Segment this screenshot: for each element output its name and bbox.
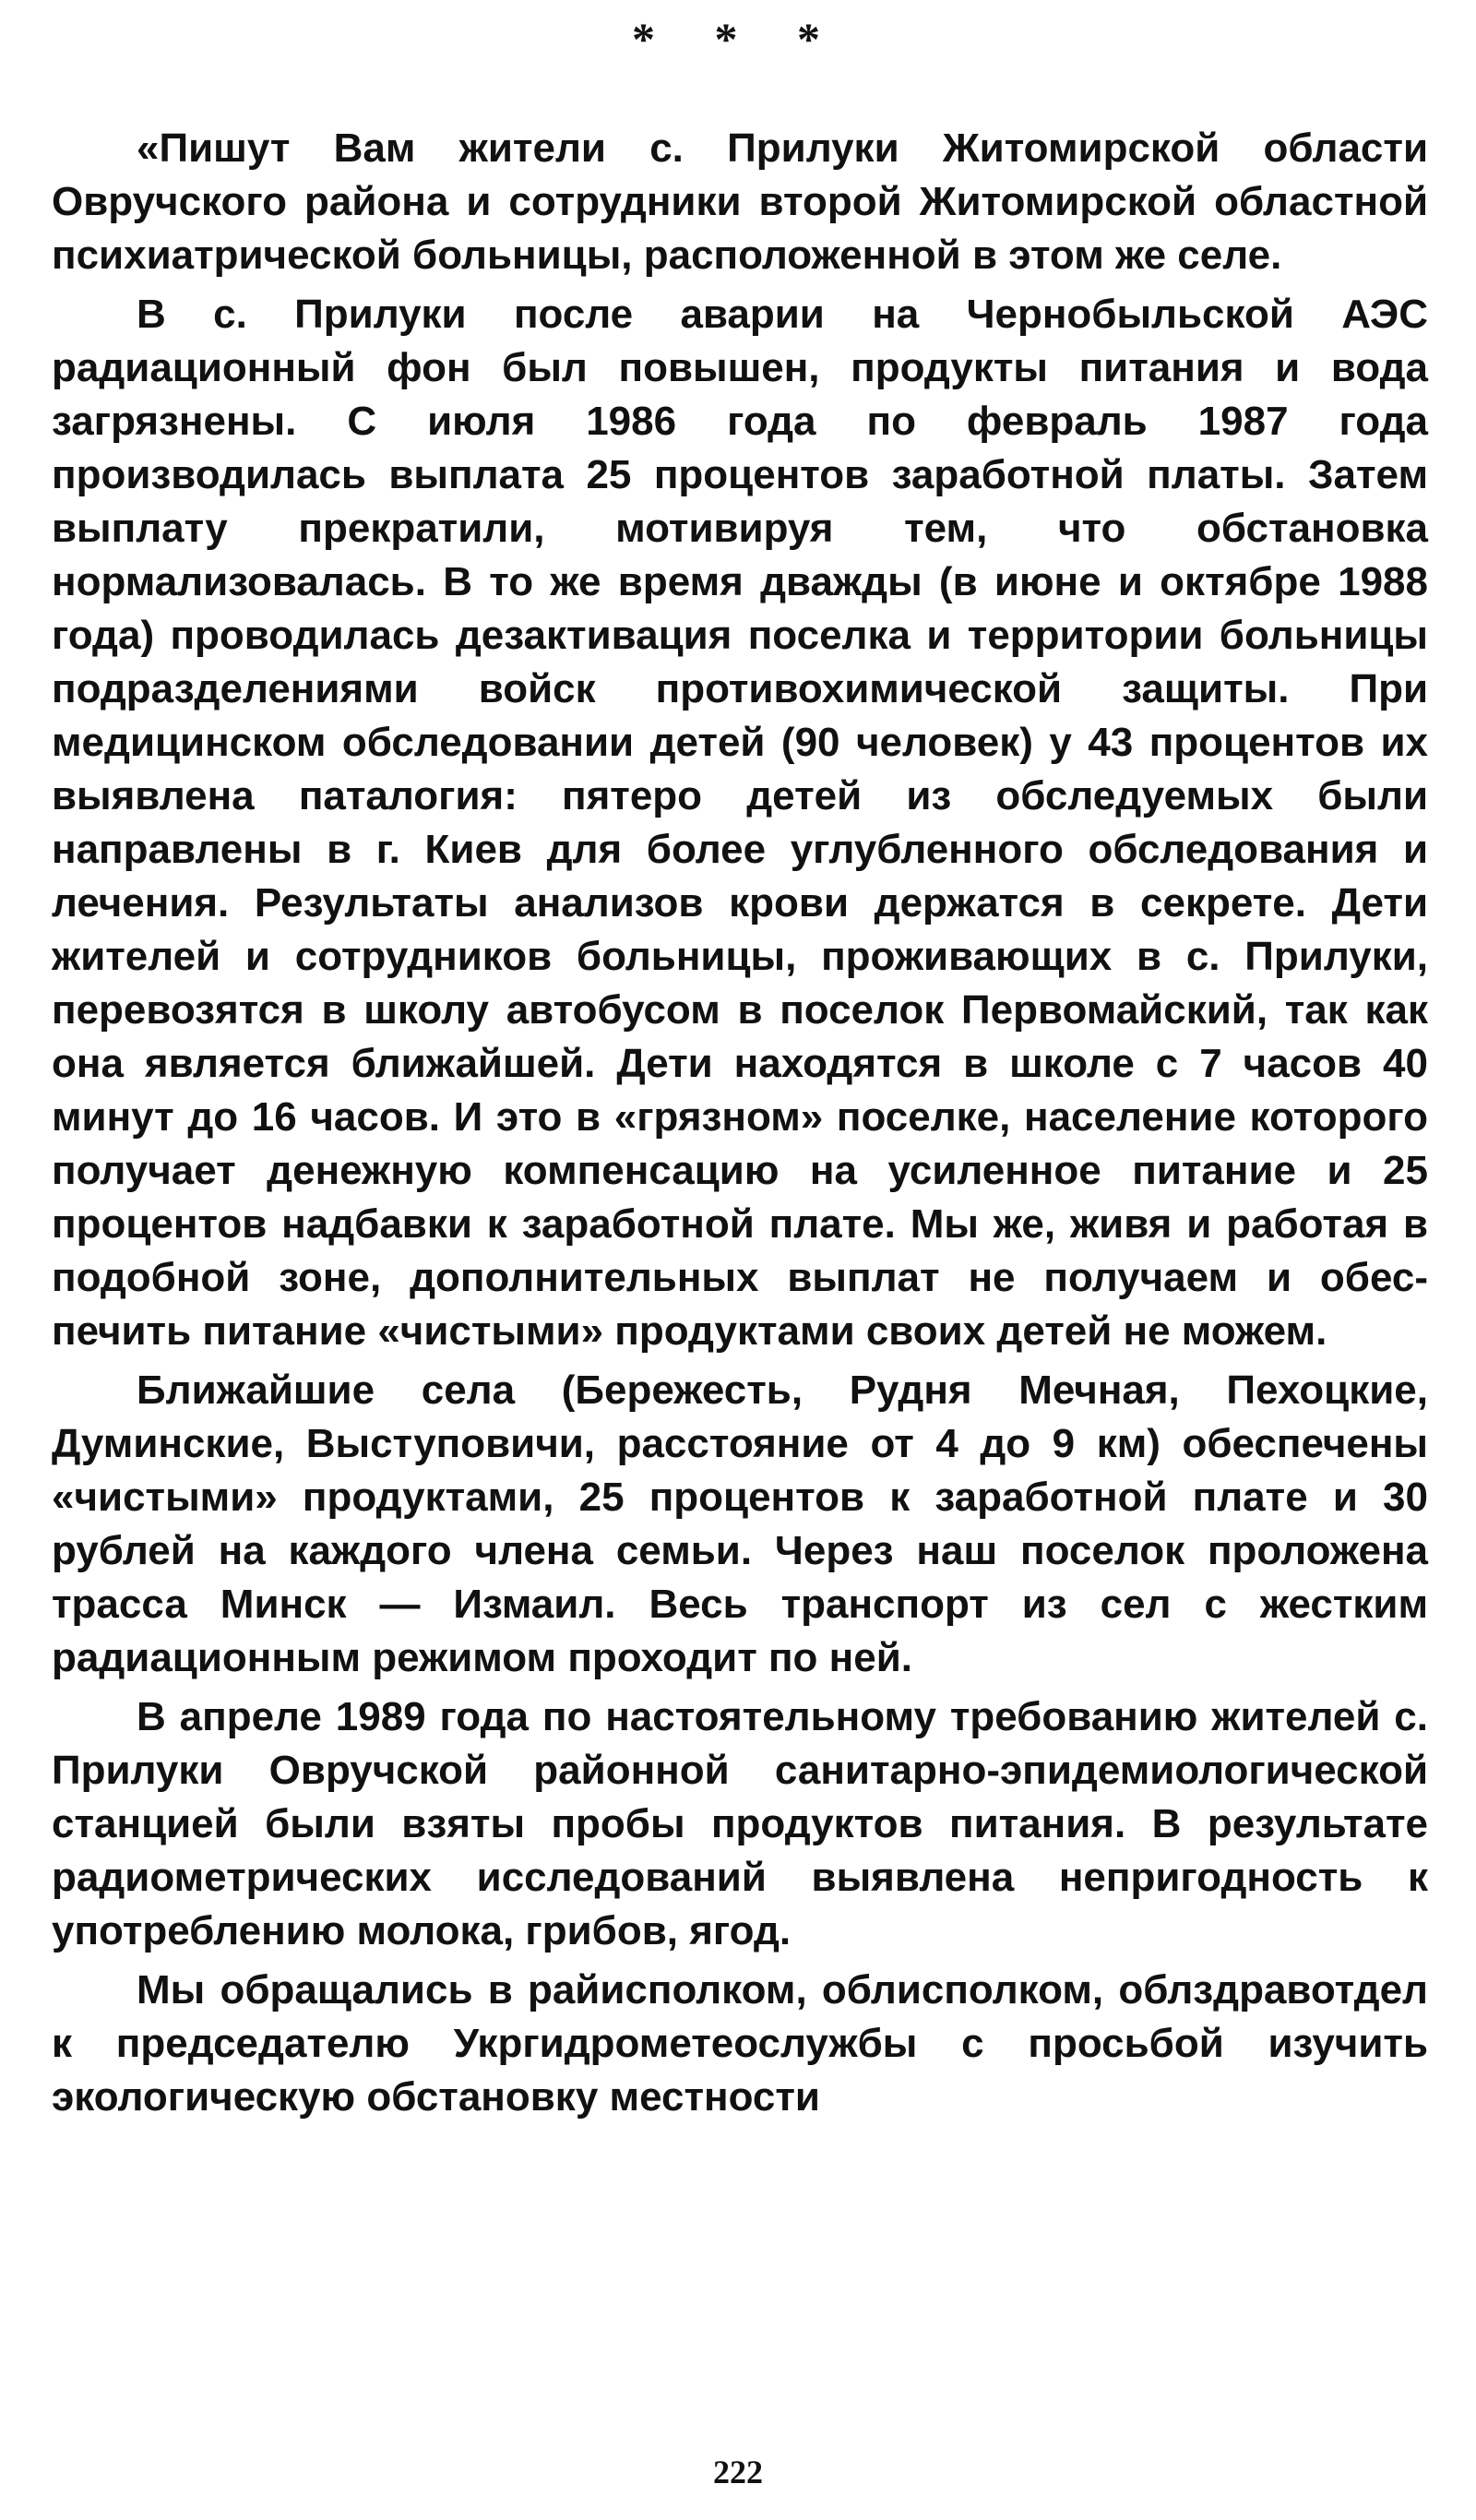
paragraph-2: В с. Прилуки после аварии на Чернобыльской АЭС радиационный фон был повышен, продукты питания и вода загрязнены. С июля 1986 года по февраль 1987 года производилась выплата 25 процентов заработной платы. Затем выплату прекратили, мотивируя тем, что обстановка нормализовалась. В то же время дважды (в июне и октябре 1988 года) проводилась дезактивация поселка и территории больницы подразделениями войск противохимической защиты. При медицинском обследовании детей (90 человек) у 43 процентов их выявлена паталогия: пятеро детей из обследуемых были направлены в г. Киев для более углубленного обследования и лечения. Результаты анализов крови держатся в секрете. Дети жителей и сотрудников больницы, проживающих в с. Прилуки, перевозятся в школу автобусом в поселок Первомайский, так как она является ближайшей. Дети находятся в школе с 7 часов 40 минут до 16 часов. И это в «грязном» поселке, население которого получает денежную компенсацию на усиленное питание и 25 процентов надбавки к заработной плате. Мы же, живя и работая в подобной зоне, дополнительных выплат не получаем и обеспечить питание «чистыми» продуктами своих детей не можем. — [52, 292, 1428, 1354]
paragraph-1: «Пишут Вам жители с. Прилуки Житомирской области Овручского района и сотрудники второй Житомирской областной психиатрической больницы, расположенной в этом же селе. — [52, 125, 1428, 278]
paragraph-3: Ближайшие села (Бережесть, Рудня Мечная, Пехоцкие, Думинские, Выступовичи, расстояние от 4 до 9 км) обеспечены «чистыми» продуктами, 25 процентов к заработной плате и 30 рублей на каждого члена семьи. Через наш поселок проложена трасса Минск — Измаил. Весь транспорт из сел с жестким радиационным режимом проходит по ней. — [52, 1367, 1428, 1680]
section-ornament: * * * — [632, 13, 844, 65]
page-number: 222 — [713, 2454, 763, 2490]
paragraph-5: Мы обращались в райисполком, облисполком, облздравотдел к председателю Укргидрометеослужбы с просьбой изучить экологическую обстановку местности — [52, 1967, 1428, 2120]
paragraph-4: В апреле 1989 года по настоятельному требованию жителей с. Прилуки Овручской районной санитарно-эпидемиологической станцией были взяты пробы продуктов питания. В результате радиометрических исследований выявлена непригодность к употреблению молока, грибов, ягод. — [52, 1694, 1428, 1953]
body-text — [52, 122, 1428, 2130]
